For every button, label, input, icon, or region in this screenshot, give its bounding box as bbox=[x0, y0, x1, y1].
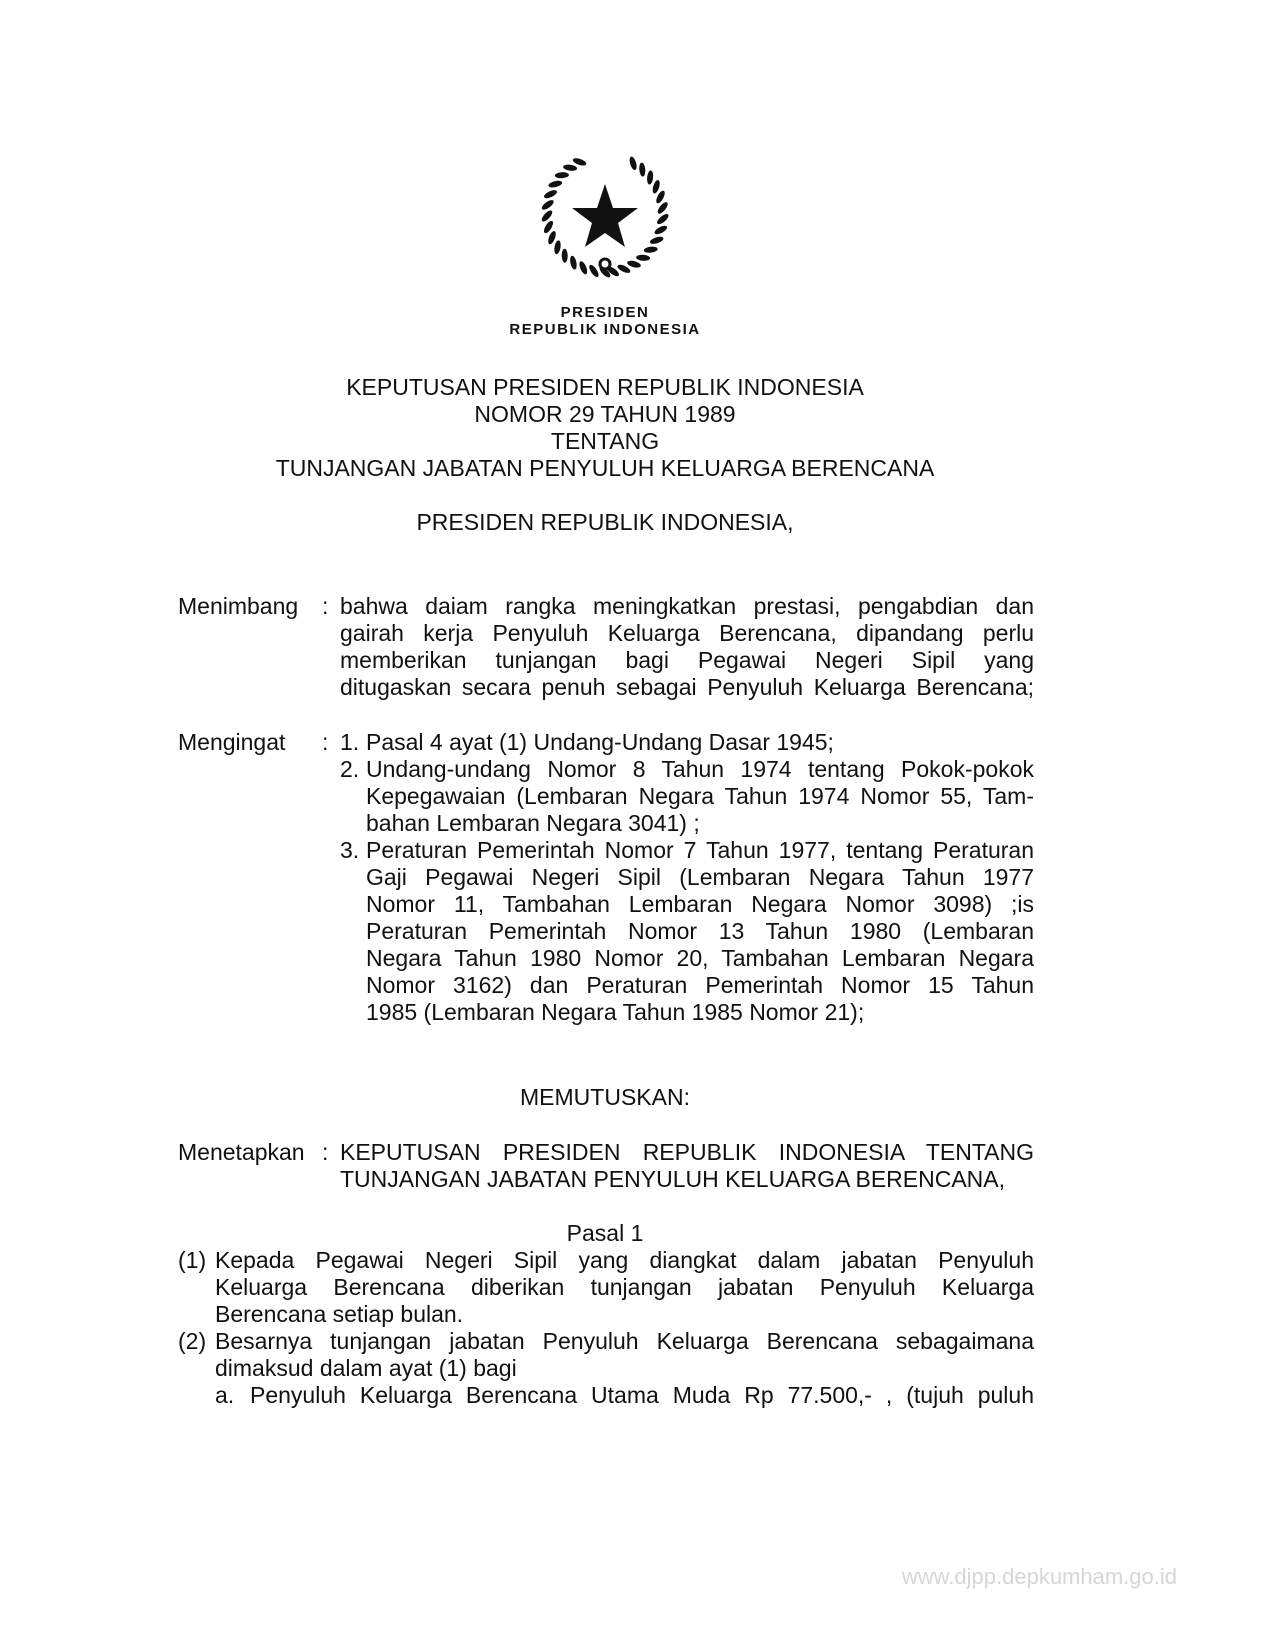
item-line: Peraturan Pemerintah Nomor 13 Tahun 1980 (Lembaran bbox=[366, 918, 1034, 944]
item-line: Pasal 4 ayat (1) Undang-Undang Dasar 1945; bbox=[366, 729, 834, 755]
watermark: www.djpp.depkumham.go.id bbox=[901, 1564, 1177, 1589]
item-line: Besarnya tunjangan jabatan Penyuluh Keluarga Berencana sebagaimana bbox=[215, 1328, 1034, 1354]
item-text bbox=[366, 756, 1034, 837]
title-line: TUNJANGAN JABATAN PENYULUH KELUARGA BERENCANA bbox=[275, 455, 935, 481]
item-number: 2. bbox=[340, 756, 360, 782]
menetapkan-line: KEPUTUSAN PRESIDEN REPUBLIK INDONESIA TENTANG bbox=[340, 1139, 1034, 1165]
letterhead-line1: PRESIDEN bbox=[560, 304, 650, 321]
colon: : bbox=[322, 593, 329, 619]
item-text bbox=[366, 729, 1034, 756]
mengingat-list bbox=[340, 729, 1034, 1026]
pasal-item bbox=[178, 1247, 1034, 1328]
title-line: KEPUTUSAN PRESIDEN REPUBLIK INDONESIA bbox=[346, 374, 864, 400]
item-line: dimaksud dalam ayat (1) bagi bbox=[215, 1355, 517, 1381]
menimbang-line: bahwa daiam rangka meningkatkan prestasi, pengabdian dan bbox=[340, 593, 1034, 619]
letterhead bbox=[490, 304, 720, 338]
item-line: Gaji Pegawai Negeri Sipil (Lembaran Negara Tahun 1977 bbox=[366, 864, 1034, 890]
item-number: 3. bbox=[340, 837, 360, 863]
item-line: 1985 (Lembaran Negara Tahun 1985 Nomor 21); bbox=[366, 999, 865, 1025]
memutuskan-heading: MEMUTUSKAN: bbox=[520, 1084, 690, 1110]
item-line: Berencana setiap bulan. bbox=[215, 1301, 464, 1327]
item-line: bahan Lembaran Negara 3041) ; bbox=[366, 810, 700, 836]
colon: : bbox=[322, 729, 329, 755]
title-line: NOMOR 29 TAHUN 1989 bbox=[474, 401, 736, 427]
mengingat-label: Mengingat bbox=[178, 729, 286, 755]
item-line: Kepegawaian (Lembaran Negara Tahun 1974 Nomor 55, Tam- bbox=[366, 783, 1034, 809]
subitem-text: Penyuluh Keluarga Berencana Utama Muda Rp 77.500,- , (tujuh puluh bbox=[250, 1382, 1034, 1408]
mengingat-item bbox=[340, 837, 1034, 1026]
item-line: Negara Tahun 1980 Nomor 20, Tambahan Lembaran Negara bbox=[366, 945, 1034, 971]
menimbang-label: Menimbang bbox=[178, 593, 299, 619]
colon: : bbox=[322, 1139, 329, 1165]
item-line: Peraturan Pemerintah Nomor 7 Tahun 1977, tentang Peraturan bbox=[366, 837, 1034, 863]
item-line: Undang-undang Nomor 8 Tahun 1974 tentang Pokok-pokok bbox=[366, 756, 1034, 782]
president-heading: PRESIDEN REPUBLIK INDONESIA, bbox=[416, 509, 794, 535]
mengingat-item bbox=[340, 756, 1034, 837]
menimbang-line: gairah kerja Penyuluh Keluarga Berencana, dipandang perlu bbox=[340, 620, 1034, 646]
item-text bbox=[215, 1328, 1034, 1382]
item-number: 1. bbox=[340, 729, 360, 755]
item-line: Nomor 3162) dan Peraturan Pemerintah Nomor 15 Tahun bbox=[366, 972, 1034, 998]
pasal-heading: Pasal 1 bbox=[566, 1220, 644, 1246]
item-text bbox=[215, 1247, 1034, 1328]
pasal-subitem bbox=[215, 1382, 1034, 1409]
mengingat-item bbox=[340, 729, 1034, 756]
menetapkan-label: Menetapkan bbox=[178, 1139, 305, 1165]
menimbang-line: ditugaskan secara penuh sebagai Penyuluh Keluarga Berencana; bbox=[340, 674, 1034, 700]
pasal-1-list bbox=[178, 1247, 1034, 1409]
item-text bbox=[366, 837, 1034, 1026]
subitem-letter: a. bbox=[215, 1382, 235, 1408]
item-number: (1) bbox=[178, 1247, 207, 1273]
pasal-item bbox=[178, 1328, 1034, 1382]
menetapkan-line: TUNJANGAN JABATAN PENYULUH KELUARGA BERENCANA, bbox=[340, 1166, 1006, 1192]
item-line: Kepada Pegawai Negeri Sipil yang diangkat dalam jabatan Penyuluh bbox=[215, 1247, 1034, 1273]
item-line: Keluarga Berencana diberikan tunjangan jabatan Penyuluh Keluarga bbox=[215, 1274, 1034, 1300]
presidential-emblem bbox=[537, 148, 673, 280]
title-line: TENTANG bbox=[550, 428, 660, 454]
menimbang-line: memberikan tunjangan bagi Pegawai Negeri Sipil yang bbox=[340, 647, 1034, 673]
item-number: (2) bbox=[178, 1328, 207, 1354]
document-title bbox=[0, 374, 1210, 482]
item-line: Nomor 11, Tambahan Lembaran Negara Nomor 3098) ;is bbox=[366, 891, 1034, 917]
letterhead-line2: REPUBLIK INDONESIA bbox=[509, 321, 701, 338]
